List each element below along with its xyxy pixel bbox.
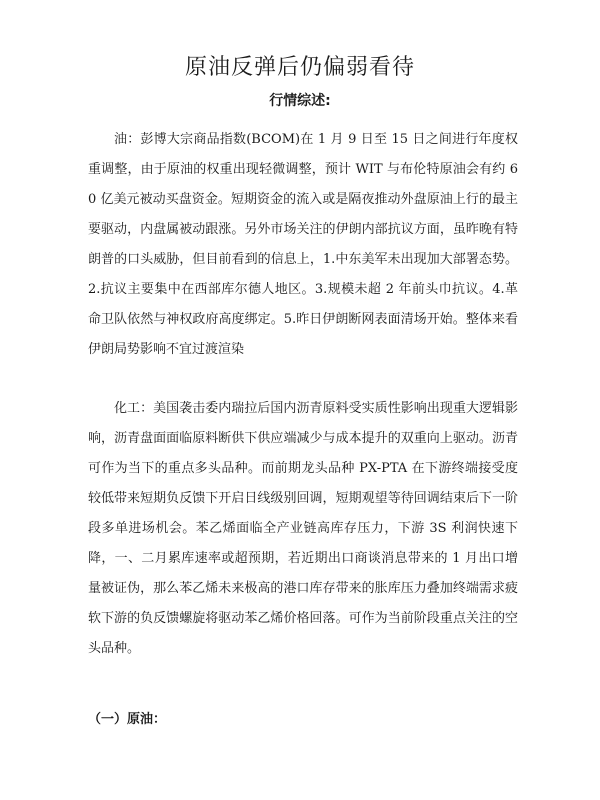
- paragraph-oil: 油：彭博大宗商品指数(BCOM)在 1 月 9 日至 15 日之间进行年度权重调整，由于原油的权重出现轻微调整，预计 WIT 与布伦特原油会有约 60 亿美元被动买盘资金。短期资金的流入或是隔夜推动外盘原油上行的最主要驱动，内盘属被动跟涨。另外市场关注的伊朗内部抗议方面，虽昨晚有特朗普的口头威胁，但目前看到的信息上，1.中东美军未出现加大部署态势。2.抗议主要集中在西部库尔德人地区。3.规模未超 2 年前头巾抗议。4.革命卫队依然与神权政府高度绑定。5.昨日伊朗断网表面清场开始。整体来看伊朗局势影响不宜过渡渲染: [88, 132, 518, 357]
- paragraph-chemicals: 化工：美国袭击委内瑞拉后国内沥青原料受实质性影响出现重大逻辑影响，沥青盘面面临原料断供下供应端减少与成本提升的双重向上驱动。沥青可作为当下的重点多头品种。而前期龙头品种 PX-PTA 在下游终端接受度较低带来短期负反馈下开启日线级别回调，短期观望等待回调结束后下一阶段多单进场机会。苯乙烯面临全产业链高库存压力，下游 3S 利润快速下降，一、二月累库速率或超预期，若近期出口商谈消息带来的 1 月出口增量被证伪，那么苯乙烯未来极高的港口库存带来的胀库压力叠加终端需求疲软下游的负反馈螺旋将驱动苯乙烯价格回落。可作为当前阶段重点关注的空头品种。: [88, 401, 518, 656]
- subsection-heading-crude-oil: （一）原油：: [88, 712, 167, 727]
- summary-heading: 行情综述:: [269, 93, 331, 109]
- document-title: 原油反弹后仍偏弱看待: [184, 55, 415, 80]
